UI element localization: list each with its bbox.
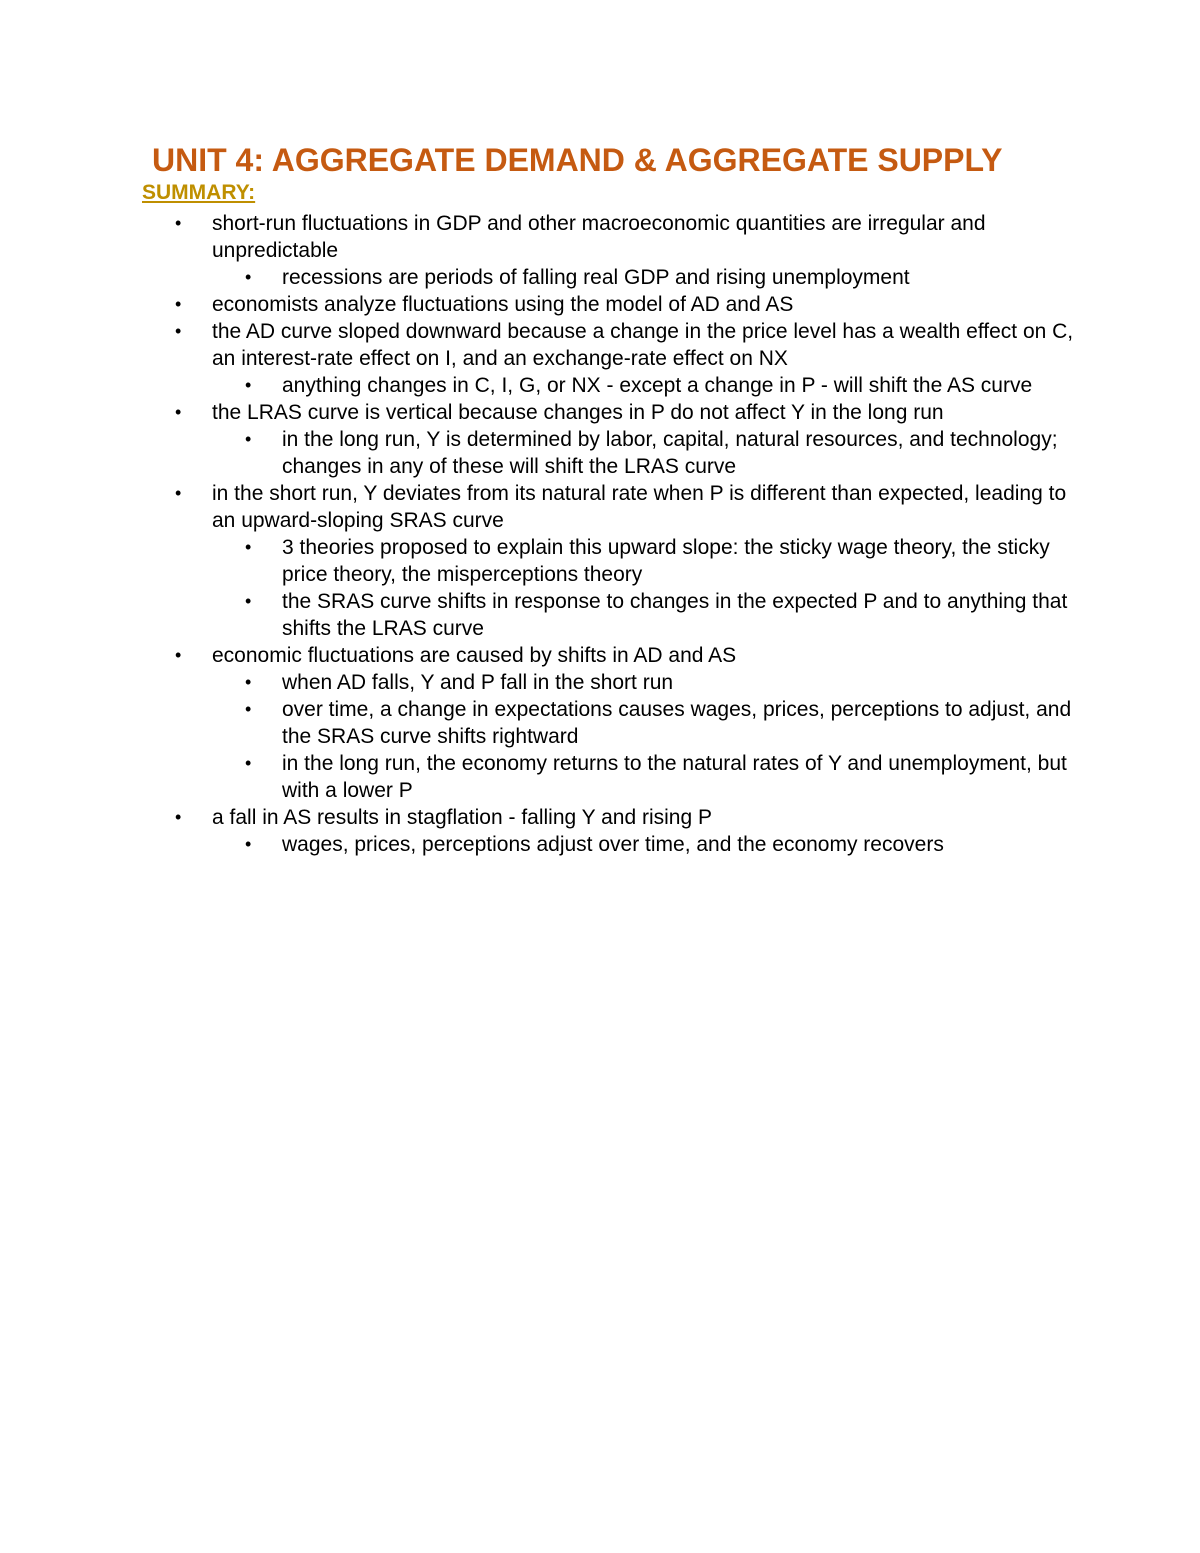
summary-sub-list-item (245, 696, 1082, 750)
summary-sub-list-item (245, 750, 1082, 804)
summary-item-text: economists analyze fluctuations using the model of AD and AS (212, 293, 794, 316)
summary-list-item (175, 804, 1082, 858)
bullet-icon: • (245, 834, 252, 854)
bullet-icon: • (245, 591, 252, 611)
bullet-icon: • (245, 672, 252, 692)
summary-sub-item-text: over time, a change in expectations causes wages, prices, perceptions to adjust, and the SRAS curve shifts rightward (282, 698, 1072, 748)
summary-sub-item-text: the SRAS curve shifts in response to changes in the expected P and to anything that shifts the LRAS curve (282, 590, 1068, 640)
summary-sub-list-item (245, 426, 1082, 480)
summary-sub-item-text: when AD falls, Y and P fall in the short run (282, 671, 674, 694)
summary-sub-list (212, 831, 1082, 858)
summary-list-item (175, 210, 1082, 291)
summary-item-text: the LRAS curve is vertical because changes in P do not affect Y in the long run (212, 401, 944, 424)
summary-sub-list (212, 264, 1082, 291)
bullet-icon: • (175, 321, 182, 341)
summary-sub-item-text: in the long run, Y is determined by labor, capital, natural resources, and technology; changes in any of these will shift the LRAS curve (282, 428, 1058, 478)
summary-sub-list-item (245, 534, 1082, 588)
summary-sub-list-item (245, 588, 1082, 642)
summary-sub-item-text: anything changes in C, I, G, or NX - except a change in P - will shift the AS curve (282, 374, 1033, 397)
summary-heading: SUMMARY: (142, 181, 256, 204)
summary-item-text: economic fluctuations are caused by shifts in AD and AS (212, 644, 737, 667)
bullet-icon: • (175, 645, 182, 665)
summary-list-item (175, 642, 1082, 804)
bullet-icon: • (245, 429, 252, 449)
summary-list-item (175, 318, 1082, 399)
summary-sub-list (212, 372, 1082, 399)
summary-list-item (175, 291, 1082, 318)
summary-sub-list (212, 426, 1082, 480)
summary-sub-item-text: wages, prices, perceptions adjust over time, and the economy recovers (282, 833, 944, 856)
bullet-icon: • (175, 213, 182, 233)
bullet-icon: • (175, 483, 182, 503)
bullet-icon: • (245, 699, 252, 719)
bullet-icon: • (245, 267, 252, 287)
summary-list-item (175, 480, 1082, 642)
summary-sub-list-item (245, 372, 1082, 399)
summary-sub-item-text: in the long run, the economy returns to the natural rates of Y and unemployment, but with a lower P (282, 752, 1067, 802)
summary-list-item (175, 399, 1082, 480)
summary-sub-list-item (245, 264, 1082, 291)
bullet-icon: • (245, 537, 252, 557)
summary-sub-list (212, 669, 1082, 804)
summary-item-text: short-run fluctuations in GDP and other macroeconomic quantities are irregular and unpredictable (212, 212, 986, 262)
summary-sub-item-text: recessions are periods of falling real GDP and rising unemployment (282, 266, 910, 289)
summary-sub-list (212, 534, 1082, 642)
bullet-icon: • (175, 294, 182, 314)
summary-sub-list-item (245, 669, 1082, 696)
summary-item-text: a fall in AS results in stagflation - falling Y and rising P (212, 806, 713, 829)
bullet-icon: • (175, 402, 182, 422)
bullet-icon: • (175, 807, 182, 827)
summary-sub-list-item (245, 831, 1082, 858)
summary-item-text: the AD curve sloped downward because a change in the price level has a wealth effect on C, an interest-rate effect on I, and an exchange-rate effect on NX (212, 320, 1074, 370)
summary-sub-item-text: 3 theories proposed to explain this upward slope: the sticky wage theory, the sticky price theory, the misperceptions theory (282, 536, 1050, 586)
summary-list (175, 210, 1082, 858)
document-title: UNIT 4: AGGREGATE DEMAND & AGGREGATE SUPPLY (152, 142, 1003, 178)
summary-item-text: in the short run, Y deviates from its natural rate when P is different than expected, leading to an upward-sloping SRAS curve (212, 482, 1067, 532)
bullet-icon: • (245, 753, 252, 773)
bullet-icon: • (245, 375, 252, 395)
